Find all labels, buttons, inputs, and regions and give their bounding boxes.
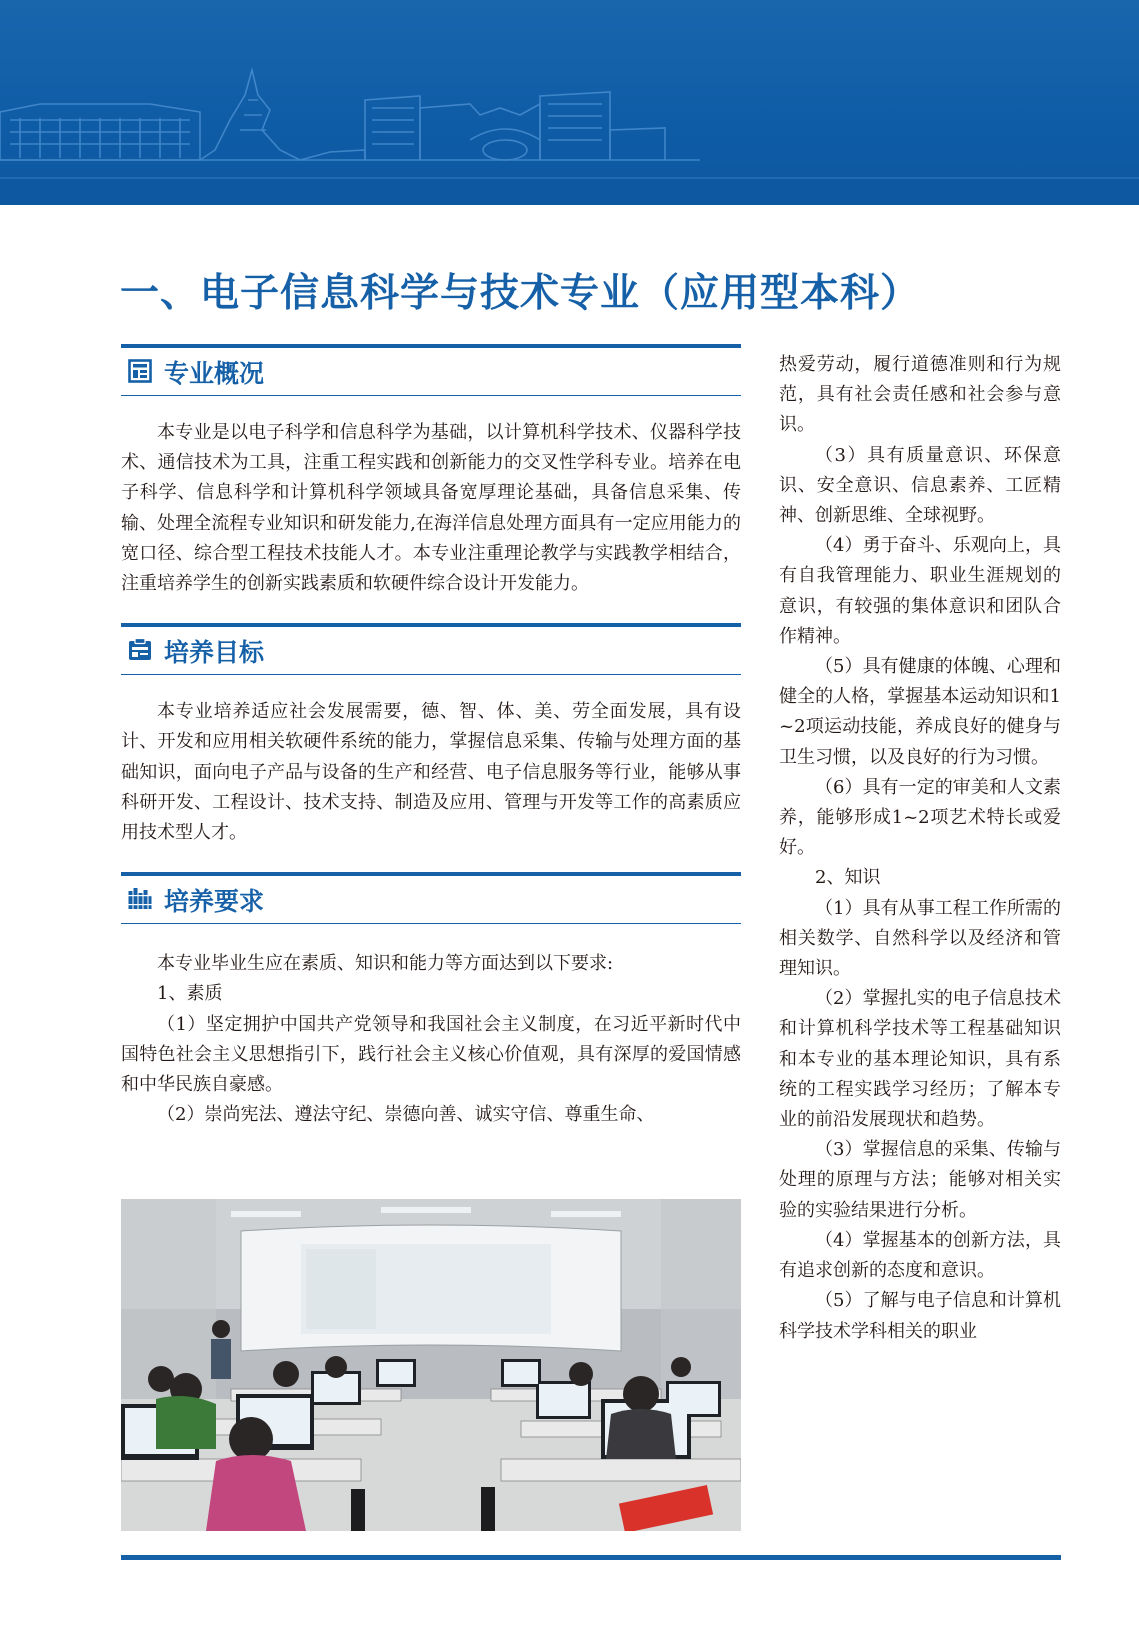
section-header-requirements: [121, 872, 741, 924]
overview-paragraph: 本专业是以电子科学和信息科学为基础，以计算机科学技术、仪器科学技术、通信技术为工具，注重工程实践和创新能力的交叉性学科专业。培养在电子科学、信息科学和计算机科学领域具备宽厚理论基础，具备信息采集、传输、处理全流程专业知识和研发能力,在海洋信息处理方面具有一定应用能力的宽口径、综合型工程技术技能人才。本专业注重理论教学与实践教学相结合，注重培养学生的创新实践素质和软硬件综合设计开发能力。: [121, 422, 741, 595]
right-para: （4）勇于奋斗、乐观向上，具有自我管理能力、职业生涯规划的意识，有较强的集体意识和团队合作精神。: [779, 535, 1061, 647]
right-para: （3）掌握信息的采集、传输与处理的原理与方法；能够对相关实验的实验结果进行分析。: [779, 1139, 1061, 1221]
page-title: 一、电子信息科学与技术专业（应用型本科）: [120, 271, 921, 316]
requirements-subheading: 1、素质: [157, 983, 223, 1005]
requirements-item: （1）坚定拥护中国共产党领导和我国社会主义制度，在习近平新时代中国特色社会主义思想指引下，践行社会主义核心价值观，具有深厚的爱国情感和中华民族自豪感。: [121, 1013, 741, 1096]
right-para: （3）具有质量意识、环保意识、安全意识、信息素养、工匠精神、创新思维、全球视野。: [779, 444, 1061, 527]
left-column: [121, 344, 741, 1130]
section-title: 培养目标: [164, 638, 265, 668]
id-card-icon: [128, 638, 152, 662]
right-para: （1）具有从事工程工作所需的相关数学、自然科学以及经济和管理知识。: [779, 897, 1061, 980]
right-para: （2）掌握扎实的电子信息技术和计算机科学技术等工程基础知识和本专业的基本理论知识，具有系统的工程实践学习经历；了解本专业的前沿发展现状和趋势。: [779, 988, 1061, 1131]
goals-paragraph: 本专业培养适应社会发展需要，德、智、体、美、劳全面发展，具有设计、开发和应用相关软硬件系统的能力，掌握信息采集、传输与处理方面的基础知识，面向电子产品与设备的生产和经营、电子信息服务等行业，能够从事科研开发、工程设计、技术支持、制造及应用、管理与开发等工作的高素质应用技术型人才。: [121, 701, 741, 844]
section-title: 培养要求: [164, 887, 265, 917]
right-para: （5）了解与电子信息和计算机科学技术学科相关的职业: [779, 1290, 1061, 1342]
section-title: 专业概况: [164, 359, 265, 388]
layout-panel-icon: [128, 359, 152, 383]
right-para: （6）具有一定的审美和人文素养，能够形成1~2项艺术特长或爱好。: [779, 776, 1061, 859]
right-subheading: 2、知识: [815, 867, 881, 889]
right-para: （4）掌握基本的创新方法，具有追求创新的态度和意识。: [779, 1229, 1061, 1282]
right-para: （5）具有健康的体魄、心理和健全的人格，掌握基本运动知识和1 ~2项运动技能，养成良好的健身与卫生习惯，以及良好的行为习惯。: [779, 656, 1061, 768]
right-para: 热爱劳动，履行道德准则和行为规范，具有社会责任感和社会参与意识。: [779, 354, 1061, 436]
header-banner: [0, 0, 1139, 205]
classroom-photo: [121, 1199, 741, 1531]
footer-rule: [121, 1555, 1061, 1560]
requirements-item: （2）崇尚宪法、遵法守纪、崇德向善、诚实守信、尊重生命、: [157, 1104, 655, 1126]
right-column: [779, 350, 1061, 1347]
campus-skyline-illustration: [0, 0, 1139, 205]
section-header-goals: [121, 623, 741, 675]
books-icon: [128, 887, 152, 911]
requirements-intro: 本专业毕业生应在素质、知识和能力等方面达到以下要求:: [157, 953, 614, 975]
section-header-overview: [121, 344, 741, 396]
